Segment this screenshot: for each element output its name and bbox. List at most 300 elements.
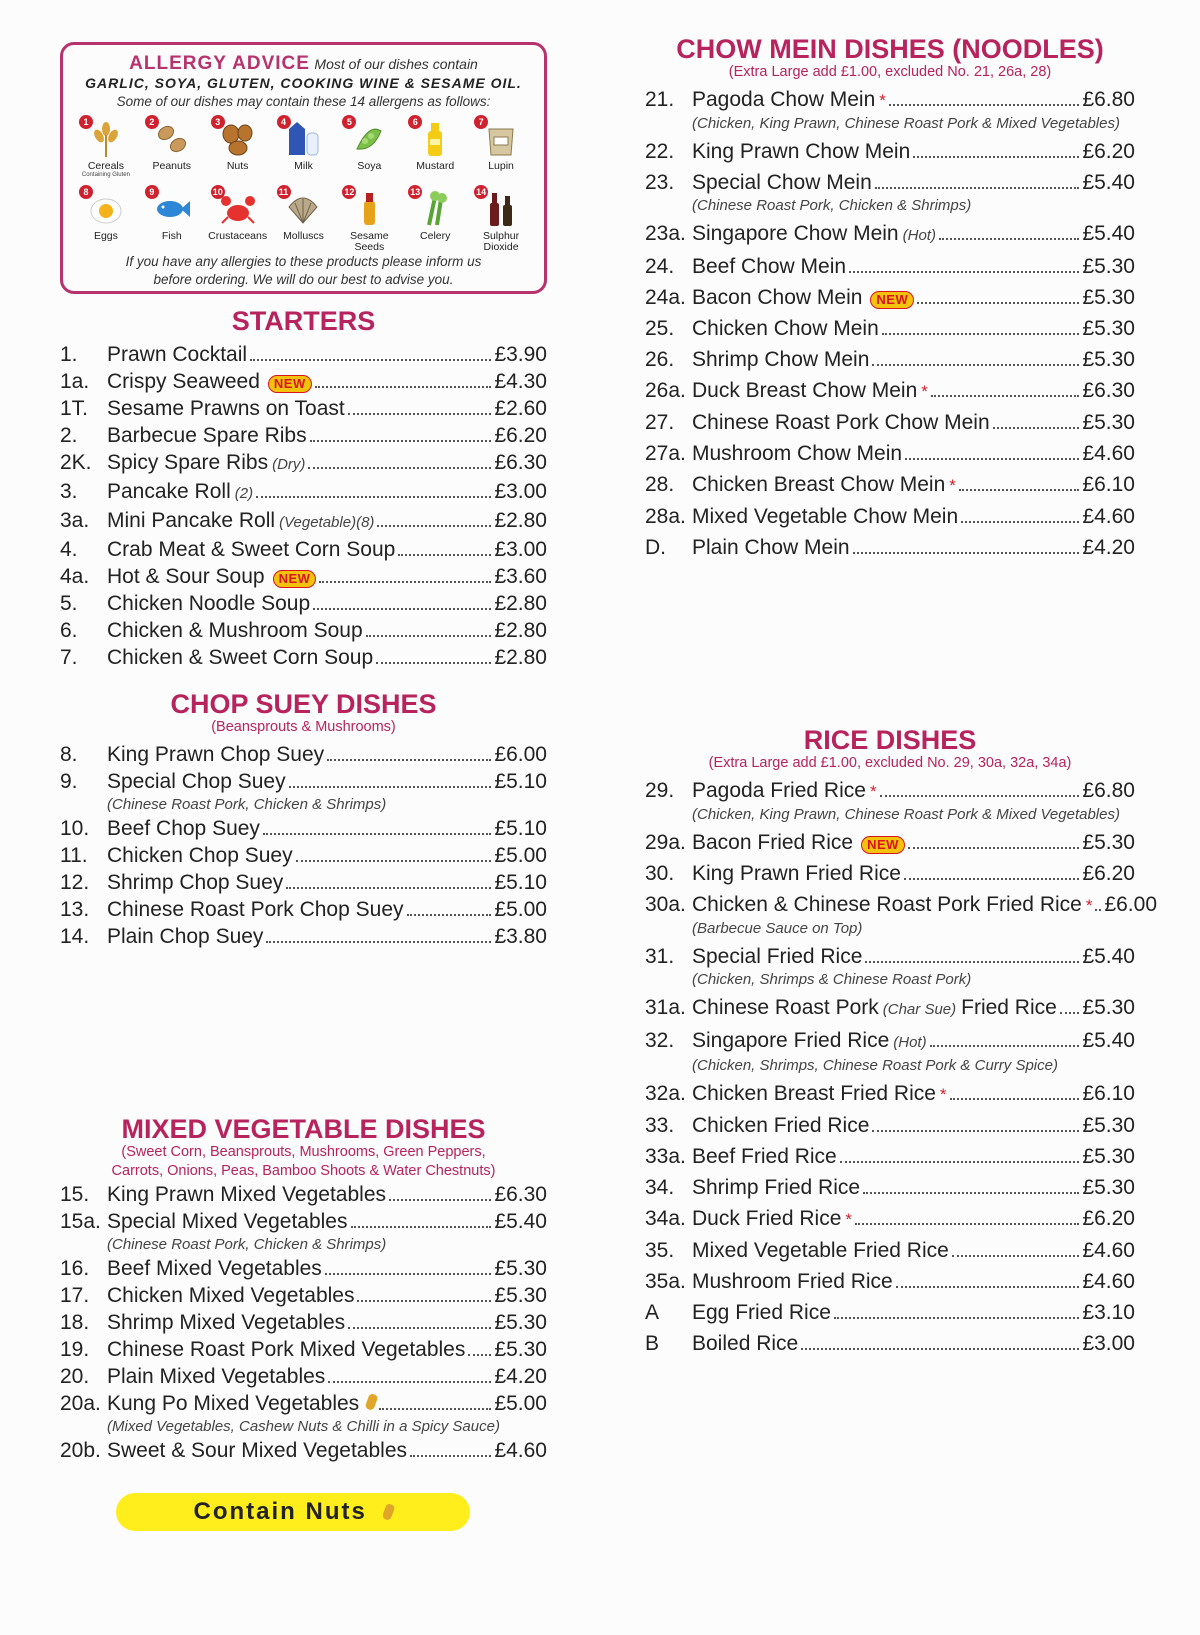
star-icon: * xyxy=(845,1209,852,1229)
item-number: 21. xyxy=(645,87,675,111)
menu-item xyxy=(645,344,1135,375)
item-number: 20b. xyxy=(60,1438,101,1462)
item-number: 7. xyxy=(60,646,78,669)
item-price: £3.60 xyxy=(494,565,547,588)
menu-item xyxy=(645,1141,1135,1172)
item-name: King Prawn Chop Suey xyxy=(107,742,325,766)
menu-item xyxy=(60,815,547,842)
menu-item xyxy=(645,992,1135,1025)
item-number: 13. xyxy=(60,897,90,921)
item-name: Chicken Chow Mein xyxy=(692,316,879,340)
menu-item xyxy=(645,375,1135,407)
menu-item xyxy=(60,644,547,671)
dot-leader xyxy=(875,186,1080,189)
dot-leader xyxy=(1060,1011,1080,1014)
item-price: £5.00 xyxy=(494,1391,547,1415)
item-price: £5.30 xyxy=(1082,410,1135,434)
item-price: £5.30 xyxy=(1082,995,1135,1019)
item-name: Beef Mixed Vegetables xyxy=(107,1256,322,1280)
item-number: 33a. xyxy=(645,1144,686,1168)
item-name: Singapore Chow Mein xyxy=(692,221,899,245)
item-name: Chicken Chop Suey xyxy=(107,843,293,867)
item-number: 9. xyxy=(60,769,78,793)
item-price: £3.00 xyxy=(494,538,547,561)
allergen-name: Celery xyxy=(420,230,451,243)
dot-leader xyxy=(896,1285,1080,1288)
item-price: £4.20 xyxy=(494,1364,547,1388)
item-name: Chicken Breast Fried Rice xyxy=(692,1081,936,1105)
left-column xyxy=(60,42,547,1464)
new-badge: NEW xyxy=(273,570,317,588)
item-price: £5.30 xyxy=(494,1283,547,1307)
dot-leader xyxy=(913,155,1079,158)
item-number: 4a. xyxy=(60,565,90,588)
item-number: B xyxy=(645,1331,660,1355)
dot-leader xyxy=(855,1222,1079,1225)
item-price: £5.30 xyxy=(1082,347,1135,371)
item-name: King Prawn Fried Rice xyxy=(692,861,901,885)
allergen-item xyxy=(271,115,337,181)
allergen-subtext: Containing Gluten xyxy=(81,171,130,178)
item-number: 1T. xyxy=(60,397,89,420)
item-number: 30a. xyxy=(645,892,686,916)
item-tag: (Hot) xyxy=(902,226,936,244)
menu-item xyxy=(60,1390,547,1417)
item-number: 6. xyxy=(60,619,78,642)
allergen-item xyxy=(205,185,271,251)
allergen-name: Fish xyxy=(161,230,182,243)
item-name: Bacon Chow Mein xyxy=(692,285,863,309)
item-number: 32a. xyxy=(645,1081,686,1105)
dot-leader xyxy=(905,457,1079,460)
rice-subtitle: (Extra Large add £1.00, excluded No. 29, 30a, 32a, 34a) xyxy=(708,754,1072,771)
allergen-number: 9 xyxy=(145,185,159,199)
item-price: £4.30 xyxy=(494,370,547,393)
star-icon: * xyxy=(1085,895,1093,915)
dot-leader xyxy=(930,1044,1080,1047)
dot-leader xyxy=(327,758,491,761)
menu-item xyxy=(645,1266,1135,1297)
mixed-veg-subtitle-line2: Carrots, Onions, Peas, Bamboo Shoots & Water Chestnuts) xyxy=(111,1162,496,1179)
allergen-name: Sesame Seeds xyxy=(350,230,389,253)
allergen-name: Sulphur Dioxide xyxy=(482,230,520,253)
item-name: Chinese Roast Pork Mixed Vegetables xyxy=(107,1337,466,1361)
allergen-number: 2 xyxy=(145,115,159,129)
dot-leader xyxy=(266,940,491,943)
dot-leader xyxy=(882,332,1080,335)
dot-leader xyxy=(872,363,1079,366)
dot-leader xyxy=(950,1097,1080,1100)
item-name: Chicken Noodle Soup xyxy=(107,592,311,615)
item-description: (Chicken, King Prawn, Chinese Roast Pork & Mixed Vegetables) xyxy=(692,805,1120,823)
new-badge: NEW xyxy=(870,291,914,309)
menu-item xyxy=(60,842,547,869)
item-name: Special Chop Suey xyxy=(107,769,286,793)
sesame-icon xyxy=(349,189,389,229)
menu-item xyxy=(645,407,1135,438)
item-description: (Chicken, King Prawn, Chinese Roast Pork & Mixed Vegetables) xyxy=(692,114,1120,132)
item-price: £6.20 xyxy=(1082,861,1135,885)
new-badge: NEW xyxy=(268,375,312,393)
item-name: Mixed Vegetable Chow Mein xyxy=(692,504,959,528)
allergy-common-ingredients: GARLIC, SOYA, GLUTEN, COOKING WINE & SESAME OIL. xyxy=(85,74,522,91)
allergen-item xyxy=(336,115,402,181)
allergen-name: Eggs xyxy=(93,230,118,243)
allergen-number: 5 xyxy=(342,115,356,129)
item-name: Mushroom Chow Mein xyxy=(692,441,903,465)
star-icon: * xyxy=(921,381,928,401)
dot-leader xyxy=(351,1225,492,1228)
menu-item xyxy=(60,1336,547,1363)
item-description: (Chinese Roast Pork, Chicken & Shrimps) xyxy=(692,196,972,214)
dot-leader xyxy=(328,1380,491,1383)
item-price: £6.20 xyxy=(1082,1206,1135,1230)
soya-icon xyxy=(349,119,389,159)
menu-item xyxy=(60,590,547,617)
menu-item xyxy=(60,536,547,563)
dot-leader xyxy=(296,859,492,862)
dot-leader xyxy=(853,551,1080,554)
item-price: £5.40 xyxy=(1082,1028,1135,1052)
item-price: £4.60 xyxy=(494,1438,547,1462)
item-price: £6.00 xyxy=(1104,892,1158,916)
dot-leader xyxy=(366,634,492,637)
dot-leader xyxy=(917,301,1079,304)
item-name: Hot & Sour Soup xyxy=(107,565,265,588)
allergen-name: Mustard xyxy=(416,160,455,173)
allergen-name: Crustaceans xyxy=(208,230,268,243)
allergen-name: Nuts xyxy=(226,160,249,173)
item-name: Boiled Rice xyxy=(692,1331,799,1355)
item-number: 18. xyxy=(60,1310,90,1334)
item-price: £4.60 xyxy=(1082,1269,1135,1293)
item-description: (Chicken, Shrimps & Chinese Roast Pork) xyxy=(692,970,972,988)
item-price: £2.80 xyxy=(494,619,547,642)
item-number: 3. xyxy=(60,480,78,503)
item-name: Pagoda Chow Mein xyxy=(692,87,876,111)
item-price: £6.20 xyxy=(494,424,547,447)
item-number: 26a. xyxy=(645,378,686,402)
allergen-number: 8 xyxy=(79,185,93,199)
item-price: £5.30 xyxy=(1082,1144,1135,1168)
item-number: D. xyxy=(645,535,666,559)
dot-leader xyxy=(939,237,1079,240)
item-price: £5.30 xyxy=(1082,1175,1135,1199)
item-name: King Prawn Mixed Vegetables xyxy=(107,1182,386,1206)
allergen-item xyxy=(139,115,205,181)
allergen-name: Soya xyxy=(357,160,382,173)
item-number: 23a. xyxy=(645,221,686,245)
item-number: A xyxy=(645,1300,660,1324)
item-name: Spicy Spare Ribs xyxy=(107,451,269,474)
dot-leader xyxy=(834,1316,1080,1319)
dot-leader xyxy=(357,1299,491,1302)
item-number: 28. xyxy=(645,472,675,496)
allergen-number: 1 xyxy=(79,115,93,129)
menu-item xyxy=(645,889,1158,921)
item-name: Kung Po Mixed Vegetables xyxy=(107,1391,360,1415)
allergy-footer-line1: If you have any allergies to these products please inform us xyxy=(125,254,482,270)
allergen-item xyxy=(139,185,205,251)
item-price: £5.30 xyxy=(1082,1113,1135,1137)
item-name: Special Chow Mein xyxy=(692,170,872,194)
item-name: Special Mixed Vegetables xyxy=(107,1209,348,1233)
item-tag: (Hot) xyxy=(893,1033,927,1051)
item-name: King Prawn Chow Mein xyxy=(692,139,911,163)
item-number: 34a. xyxy=(645,1206,686,1230)
item-number: 23. xyxy=(645,170,675,194)
allergy-header xyxy=(73,53,534,93)
dot-leader xyxy=(468,1353,491,1356)
item-description: (Barbecue Sauce on Top) xyxy=(692,919,863,937)
starters-list xyxy=(60,341,547,671)
item-name: Mini Pancake Roll xyxy=(107,509,276,532)
menu-item xyxy=(645,282,1135,313)
item-description: (Mixed Vegetables, Cashew Nuts & Chilli in a Spicy Sauce) xyxy=(107,1417,500,1435)
right-column xyxy=(645,34,1158,1359)
menu-item xyxy=(60,923,547,950)
item-number: 10. xyxy=(60,816,90,840)
item-tag: (Char Sue) xyxy=(882,1000,957,1018)
allergen-number: 10 xyxy=(212,187,223,198)
item-name: Prawn Cocktail xyxy=(107,343,248,366)
item-price: £6.20 xyxy=(1082,139,1135,163)
allergen-name: Molluscs xyxy=(283,230,324,243)
menu-item xyxy=(645,251,1135,282)
item-price: £5.30 xyxy=(1082,830,1135,854)
item-name: Shrimp Mixed Vegetables xyxy=(107,1310,346,1334)
allergen-number: 11 xyxy=(277,185,291,199)
item-name: Shrimp Chop Suey xyxy=(107,870,284,894)
item-name: Chicken & Sweet Corn Soup xyxy=(107,646,374,669)
dot-leader xyxy=(263,832,492,835)
item-number: 4. xyxy=(60,538,78,561)
menu-item xyxy=(645,469,1135,501)
item-name: Chicken Mixed Vegetables xyxy=(107,1283,355,1307)
item-name: Shrimp Fried Rice xyxy=(692,1175,861,1199)
dot-leader xyxy=(376,661,491,664)
menu-item xyxy=(60,768,547,795)
item-price: £5.10 xyxy=(494,870,547,894)
dot-leader xyxy=(410,1454,491,1457)
menu-item xyxy=(60,1208,547,1235)
menu-item xyxy=(645,1078,1135,1110)
item-price: £6.80 xyxy=(1082,87,1135,111)
item-price: £2.80 xyxy=(494,509,547,532)
menu-item xyxy=(60,1363,547,1390)
item-number: 20. xyxy=(60,1364,90,1388)
chop-suey-subtitle: (Beansprouts & Mushrooms) xyxy=(211,719,396,735)
menu-item xyxy=(60,563,547,590)
item-name: Duck Breast Chow Mein xyxy=(692,378,918,402)
allergen-grid xyxy=(73,115,534,251)
star-icon: * xyxy=(939,1084,947,1104)
item-price: £3.00 xyxy=(1082,1331,1135,1355)
dot-leader xyxy=(889,103,1080,106)
menu-item xyxy=(645,858,1135,889)
item-number: 29a. xyxy=(645,830,686,854)
dot-leader xyxy=(961,520,1079,523)
dot-leader xyxy=(904,877,1080,880)
item-name: Chicken Breast Chow Mein xyxy=(692,472,946,496)
menu-item xyxy=(60,896,547,923)
dot-leader xyxy=(315,385,492,388)
allergen-number: 12 xyxy=(344,187,355,198)
menu-item xyxy=(645,136,1135,167)
item-number: 35a. xyxy=(645,1269,686,1293)
menu-item xyxy=(60,449,547,478)
item-name: Crab Meat & Sweet Corn Soup xyxy=(107,538,396,561)
item-name: Pancake Roll xyxy=(107,480,231,503)
chow-mein-list xyxy=(645,84,1135,563)
menu-item xyxy=(60,1309,547,1336)
item-number: 3a. xyxy=(60,509,90,532)
item-name: Chicken & Mushroom Soup xyxy=(107,619,363,642)
starters-title: STARTERS xyxy=(231,306,376,336)
item-name: Chinese Roast Pork Chow Mein xyxy=(692,410,990,434)
item-number: 28a. xyxy=(645,504,686,528)
item-price: £5.40 xyxy=(1082,170,1135,194)
menu-item xyxy=(645,1297,1135,1328)
item-name: Mixed Vegetable Fried Rice xyxy=(692,1238,949,1262)
item-tag: (2) xyxy=(234,485,254,502)
item-number: 24a. xyxy=(645,285,686,309)
item-price: £5.30 xyxy=(494,1337,547,1361)
item-name: Singapore Fried Rice xyxy=(692,1028,890,1052)
item-number: 16. xyxy=(60,1256,90,1280)
allergen-item xyxy=(468,185,534,251)
item-name: Plain Mixed Vegetables xyxy=(107,1364,326,1388)
item-name: Beef Chow Mein xyxy=(692,254,847,278)
item-price: £4.60 xyxy=(1082,504,1135,528)
item-number: 11. xyxy=(60,843,88,867)
item-number: 32. xyxy=(645,1028,675,1052)
item-price: £5.40 xyxy=(494,1209,547,1233)
mixed-veg-list xyxy=(60,1181,547,1464)
allergy-advice-box xyxy=(60,42,547,294)
allergy-footer-line2: before ordering. We will do our best to advise you. xyxy=(153,272,454,288)
menu-item xyxy=(645,1235,1135,1266)
item-name: Sweet & Sour Mixed Vegetables xyxy=(107,1438,408,1462)
item-number: 29. xyxy=(645,778,675,802)
item-number: 22. xyxy=(645,139,675,163)
star-icon: * xyxy=(949,475,956,495)
dot-leader xyxy=(801,1347,1079,1350)
dot-leader xyxy=(289,785,492,788)
menu-item xyxy=(645,1172,1135,1203)
menu-item xyxy=(60,869,547,896)
item-number: 31a. xyxy=(645,995,686,1019)
dot-leader xyxy=(308,466,491,469)
allergen-item xyxy=(73,185,139,251)
dot-leader xyxy=(348,412,492,415)
item-name: Mushroom Fried Rice xyxy=(692,1269,893,1293)
menu-item xyxy=(60,368,547,395)
allergen-name: Milk xyxy=(294,160,313,173)
dot-leader xyxy=(319,580,491,583)
item-price: £6.30 xyxy=(494,1182,547,1206)
rice-title: RICE DISHES xyxy=(803,724,977,755)
item-name: Barbecue Spare Ribs xyxy=(107,424,307,447)
dot-leader xyxy=(313,607,491,610)
item-description: (Chinese Roast Pork, Chicken & Shrimps) xyxy=(107,795,387,813)
item-price: £5.30 xyxy=(1082,316,1135,340)
allergen-item xyxy=(402,115,468,181)
item-number: 15a. xyxy=(60,1209,101,1233)
allergen-number: 7 xyxy=(474,115,488,129)
allergy-title: ALLERGY ADVICE xyxy=(129,53,310,74)
chow-mein-title: CHOW MEIN DISHES (NOODLES) xyxy=(676,34,1104,64)
allergen-name: Lupin xyxy=(488,160,514,173)
star-icon: * xyxy=(879,90,886,110)
item-price: £2.80 xyxy=(494,592,547,615)
dot-leader xyxy=(931,394,1080,397)
mixed-veg-subtitle-line1: (Sweet Corn, Beansprouts, Mushrooms, Green Peppers, xyxy=(121,1143,486,1160)
menu-item xyxy=(60,1181,547,1208)
allergen-number: 6 xyxy=(408,115,422,129)
dot-leader xyxy=(398,553,491,556)
item-price: £2.80 xyxy=(494,646,547,669)
menu-item xyxy=(645,1328,1135,1359)
dot-leader xyxy=(1095,908,1101,911)
chop-suey-title: CHOP SUEY DISHES xyxy=(170,689,437,719)
nut-icon xyxy=(365,1392,379,1410)
menu-item xyxy=(60,1282,547,1309)
item-price: £4.20 xyxy=(1082,535,1135,559)
item-number: 27a. xyxy=(645,441,686,465)
dot-leader xyxy=(865,960,1079,963)
item-name: Chicken & Chinese Roast Pork Fried Rice xyxy=(692,892,1082,916)
item-number: 1a. xyxy=(60,370,90,393)
menu-item xyxy=(60,507,547,536)
menu-item xyxy=(60,617,547,644)
dot-leader xyxy=(310,439,492,442)
item-name: Bacon Fried Rice xyxy=(692,830,854,854)
item-price: £3.80 xyxy=(494,924,547,948)
menu-item xyxy=(60,478,547,507)
item-number: 15. xyxy=(60,1182,90,1206)
dot-leader xyxy=(286,886,491,889)
item-number: 5. xyxy=(60,592,78,615)
item-number: 17. xyxy=(60,1283,90,1307)
item-price: £3.90 xyxy=(494,343,547,366)
item-name: Special Fried Rice xyxy=(692,944,863,968)
item-number: 20a. xyxy=(60,1391,101,1415)
item-price: £5.30 xyxy=(1082,285,1135,309)
allergen-item xyxy=(73,115,139,181)
item-price: £6.10 xyxy=(1082,472,1135,496)
item-number: 24. xyxy=(645,254,675,278)
item-number: 2. xyxy=(60,424,78,447)
menu-item xyxy=(645,827,1135,858)
menu-item xyxy=(60,1255,547,1282)
item-price: £6.10 xyxy=(1082,1081,1135,1105)
item-number: 27. xyxy=(645,410,675,434)
menu-item xyxy=(645,218,1135,251)
item-price: £6.30 xyxy=(1082,378,1135,402)
item-price: £6.80 xyxy=(1082,778,1135,802)
rice-list xyxy=(645,775,1158,1359)
item-price: £2.60 xyxy=(494,397,547,420)
menu-item xyxy=(60,1437,547,1464)
item-name: Chinese Roast Pork xyxy=(692,995,879,1019)
item-name: Beef Fried Rice xyxy=(692,1144,837,1168)
dot-leader xyxy=(952,1254,1080,1257)
allergy-lead: Most of our dishes contain xyxy=(314,56,478,72)
item-name: Chinese Roast Pork Chop Suey xyxy=(107,897,404,921)
item-tag: (Vegetable)(8) xyxy=(279,514,375,531)
item-price: £4.60 xyxy=(1082,1238,1135,1262)
